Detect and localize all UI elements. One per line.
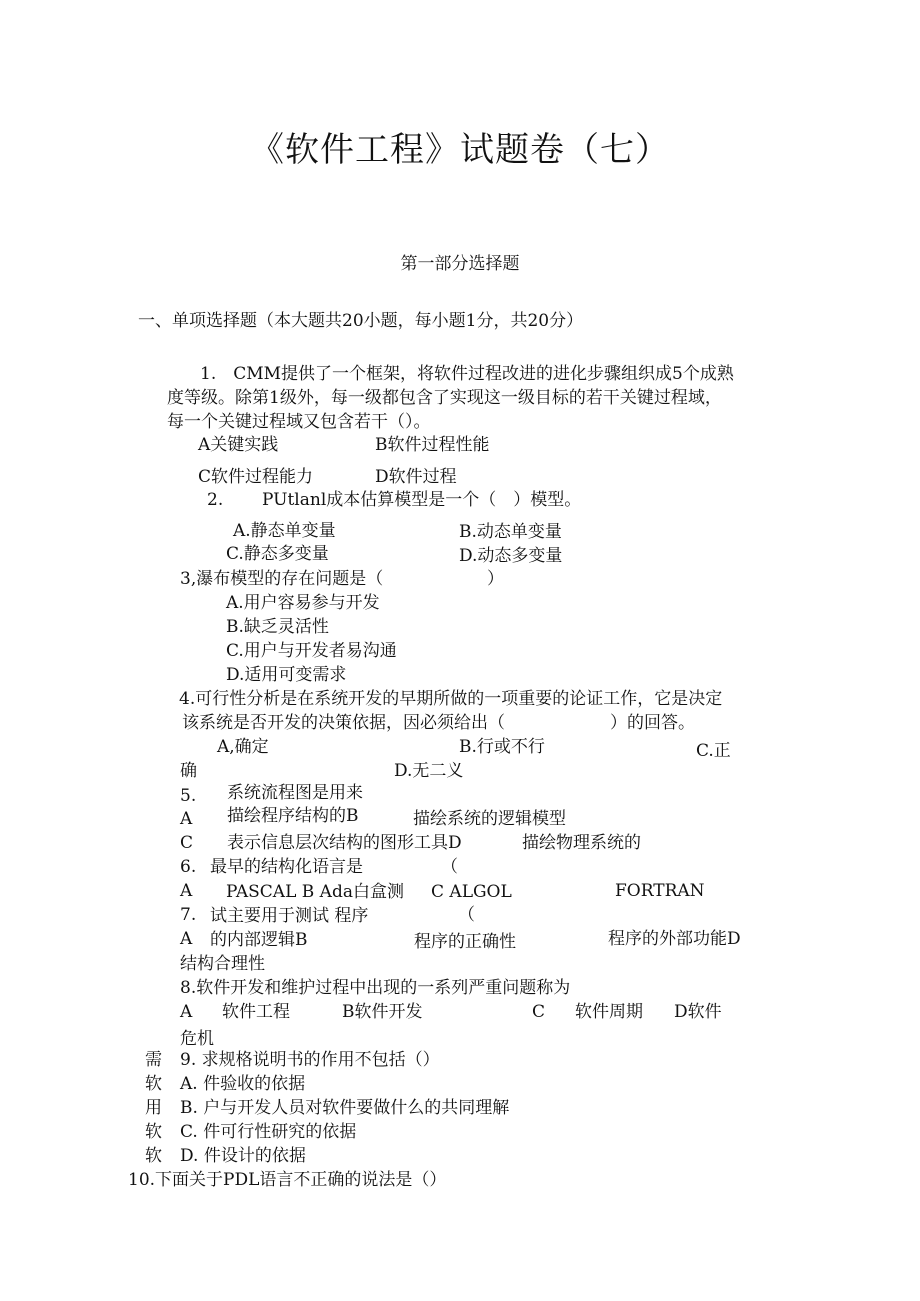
option-c: C.正 [696, 741, 731, 761]
option-a: 描绘程序结构的B [227, 806, 359, 826]
question-text-line: 该系统是否开发的决策依据，因必须给出（ [182, 713, 505, 733]
option-c-label: C [180, 833, 194, 853]
section-heading: 一、单项选择题（本大题共20小题，每小题1分，共20分） [138, 311, 584, 331]
option-c-continued: 确 [180, 761, 197, 781]
option-c: 软件周期 [575, 1002, 643, 1022]
question-paren: （ [458, 905, 475, 925]
question-text-line: ）的回答。 [610, 713, 695, 733]
question-stem: 9. 求规格说明书的作用不包括（） [180, 1050, 440, 1070]
question-stem: 10.下面关于PDL语言不正确的说法是（） [128, 1170, 447, 1190]
side-char: 软 [145, 1122, 162, 1142]
option-c: C.用户与开发者易沟通 [226, 641, 397, 661]
option-a-label: A [180, 881, 193, 901]
option-a: A. 件验收的依据 [180, 1074, 306, 1094]
option-d: D.无二义 [394, 761, 464, 781]
option-a: A.静态单变量 [233, 521, 336, 541]
option-d: D.动态多变量 [459, 546, 563, 566]
question-text-line: 1. CMM提供了一个框架，将软件过程改进的进化步骤组织成5个成熟 [200, 364, 734, 384]
option-c: 表示信息层次结构的图形工具D [227, 833, 462, 853]
option-c: C. 件可行性研究的依据 [180, 1122, 357, 1142]
option-a: A关键实践 [198, 435, 279, 455]
side-char: 软 [145, 1146, 162, 1166]
option-a: 的内部逻辑B [210, 930, 308, 950]
part-title: 第一部分选择题 [400, 254, 520, 274]
option-c: C.静态多变量 [226, 544, 329, 564]
option-b: B.动态单变量 [459, 522, 562, 542]
option-c: 程序的外部功能D [608, 929, 741, 949]
question-text-line: 4.可行性分析是在系统开发的早期所做的一项重要的论证工作，它是决定 [179, 689, 723, 709]
option-d: D软件 [674, 1002, 722, 1022]
option-b: 程序的正确性 [414, 932, 516, 952]
option-c: C ALGOL [431, 882, 512, 902]
option-d: D软件过程 [375, 467, 457, 487]
question-number: 7. [180, 905, 197, 925]
option-d: D. 件设计的依据 [180, 1146, 306, 1166]
option-d: D.适用可变需求 [226, 665, 347, 685]
option-b: B.行或不行 [459, 737, 545, 757]
question-text-line: 每一个关键过程域又包含若干（）。 [167, 412, 431, 432]
side-char: 软 [145, 1074, 162, 1094]
option-a: A.用户容易参与开发 [226, 593, 380, 613]
option-d: 描绘物理系统的 [522, 833, 641, 853]
option-d: FORTRAN [615, 881, 705, 901]
question-stem: 试主要用于测试 程序 [210, 906, 369, 926]
option-b: B软件开发 [342, 1002, 423, 1022]
question-number: 5. [180, 786, 197, 806]
question-paren: ） [487, 569, 504, 589]
option-a: A,确定 [217, 737, 269, 757]
option-a: PASCAL B Ada白盒测 [226, 882, 404, 902]
question-stem: PUtlanl成本估算模型是一个（ ）模型。 [262, 490, 582, 510]
option-a-label: A [180, 809, 193, 829]
question-text-line: 度等级。除第1级外，每一级都包含了实现这一级目标的若干关键过程域， [167, 388, 722, 408]
question-number: 6. [180, 857, 197, 877]
question-number: 2. [207, 490, 224, 510]
option-a-label: A [180, 1002, 193, 1022]
question-stem: 系统流程图是用来 [227, 783, 363, 803]
option-b: B.缺乏灵活性 [226, 617, 329, 637]
side-char: 需 [145, 1050, 162, 1070]
question-stem: 3,瀑布模型的存在问题是（ [180, 569, 384, 589]
option-c-label: C [532, 1002, 546, 1022]
option-a: 软件工程 [222, 1002, 290, 1022]
side-char: 用 [145, 1098, 162, 1118]
option-b: 描绘系统的逻辑模型 [413, 809, 566, 829]
question-stem: 最早的结构化语言是 [210, 857, 363, 877]
option-a-label: A [180, 929, 193, 949]
option-b: B. 户与开发人员对软件要做什么的共同理解 [180, 1098, 510, 1118]
option-b: B软件过程性能 [375, 435, 490, 455]
option-d-continued: 危机 [180, 1029, 214, 1049]
document-title: 《软件工程》试题卷（七） [250, 130, 670, 170]
option-c: C软件过程能力 [198, 467, 314, 487]
option-d: 结构合理性 [180, 954, 265, 974]
question-stem: 8.软件开发和维护过程中出现的一系列严重问题称为 [180, 978, 571, 998]
question-paren: （ [441, 857, 458, 877]
